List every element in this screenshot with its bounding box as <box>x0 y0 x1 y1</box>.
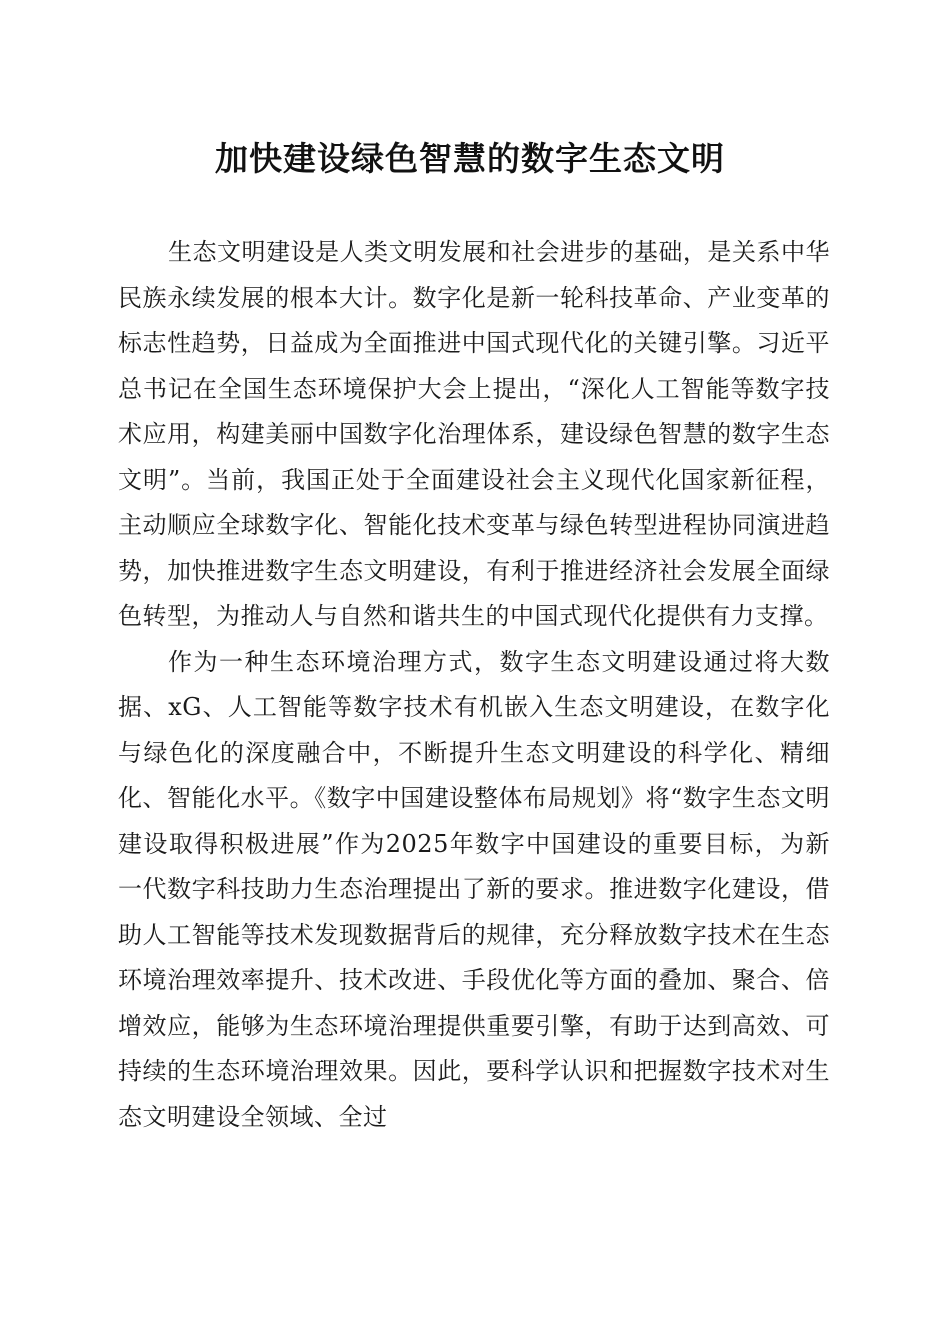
document-body <box>118 230 830 1140</box>
paragraph-1: 生态文明建设是人类文明发展和社会进步的基础，是关系中华民族永续发展的根本大计。数字化是新一轮科技革命、产业变革的标志性趋势，日益成为全面推进中国式现代化的关键引擎。习近平总书记在全国生态环境保护大会上提出，“深化人工智能等数字技术应用，构建美丽中国数字化治理体系，建设绿色智慧的数字生态文明”。当前，我国正处于全面建设社会主义现代化国家新征程，主动顺应全球数字化、智能化技术变革与绿色转型进程协同演进趋势，加快推进数字生态文明建设，有利于推进经济社会发展全面绿色转型，为推动人与自然和谐共生的中国式现代化提供有力支撑。 <box>118 238 830 630</box>
paragraph-2: 作为一种生态环境治理方式，数字生态文明建设通过将大数据、xG、人工智能等数字技术有机嵌入生态文明建设，在数字化与绿色化的深度融合中，不断提升生态文明建设的科学化、精细化、智能化水平。《数字中国建设整体布局规划》将“数字生态文明建设取得积极进展”作为2025年数字中国建设的重要目标，为新一代数字科技助力生态治理提出了新的要求。推进数字化建设，借助人工智能等技术发现数据背后的规律，充分释放数字技术在生态环境治理效率提升、技术改进、手段优化等方面的叠加、聚合、倍增效应，能够为生态环境治理提供重要引擎，有助于达到高效、可持续的生态环境治理效果。因此，要科学认识和把握数字技术对生态文明建设全领域、全过 <box>118 647 830 1131</box>
document-title: 加快建设绿色智慧的数字生态文明 <box>215 139 725 178</box>
